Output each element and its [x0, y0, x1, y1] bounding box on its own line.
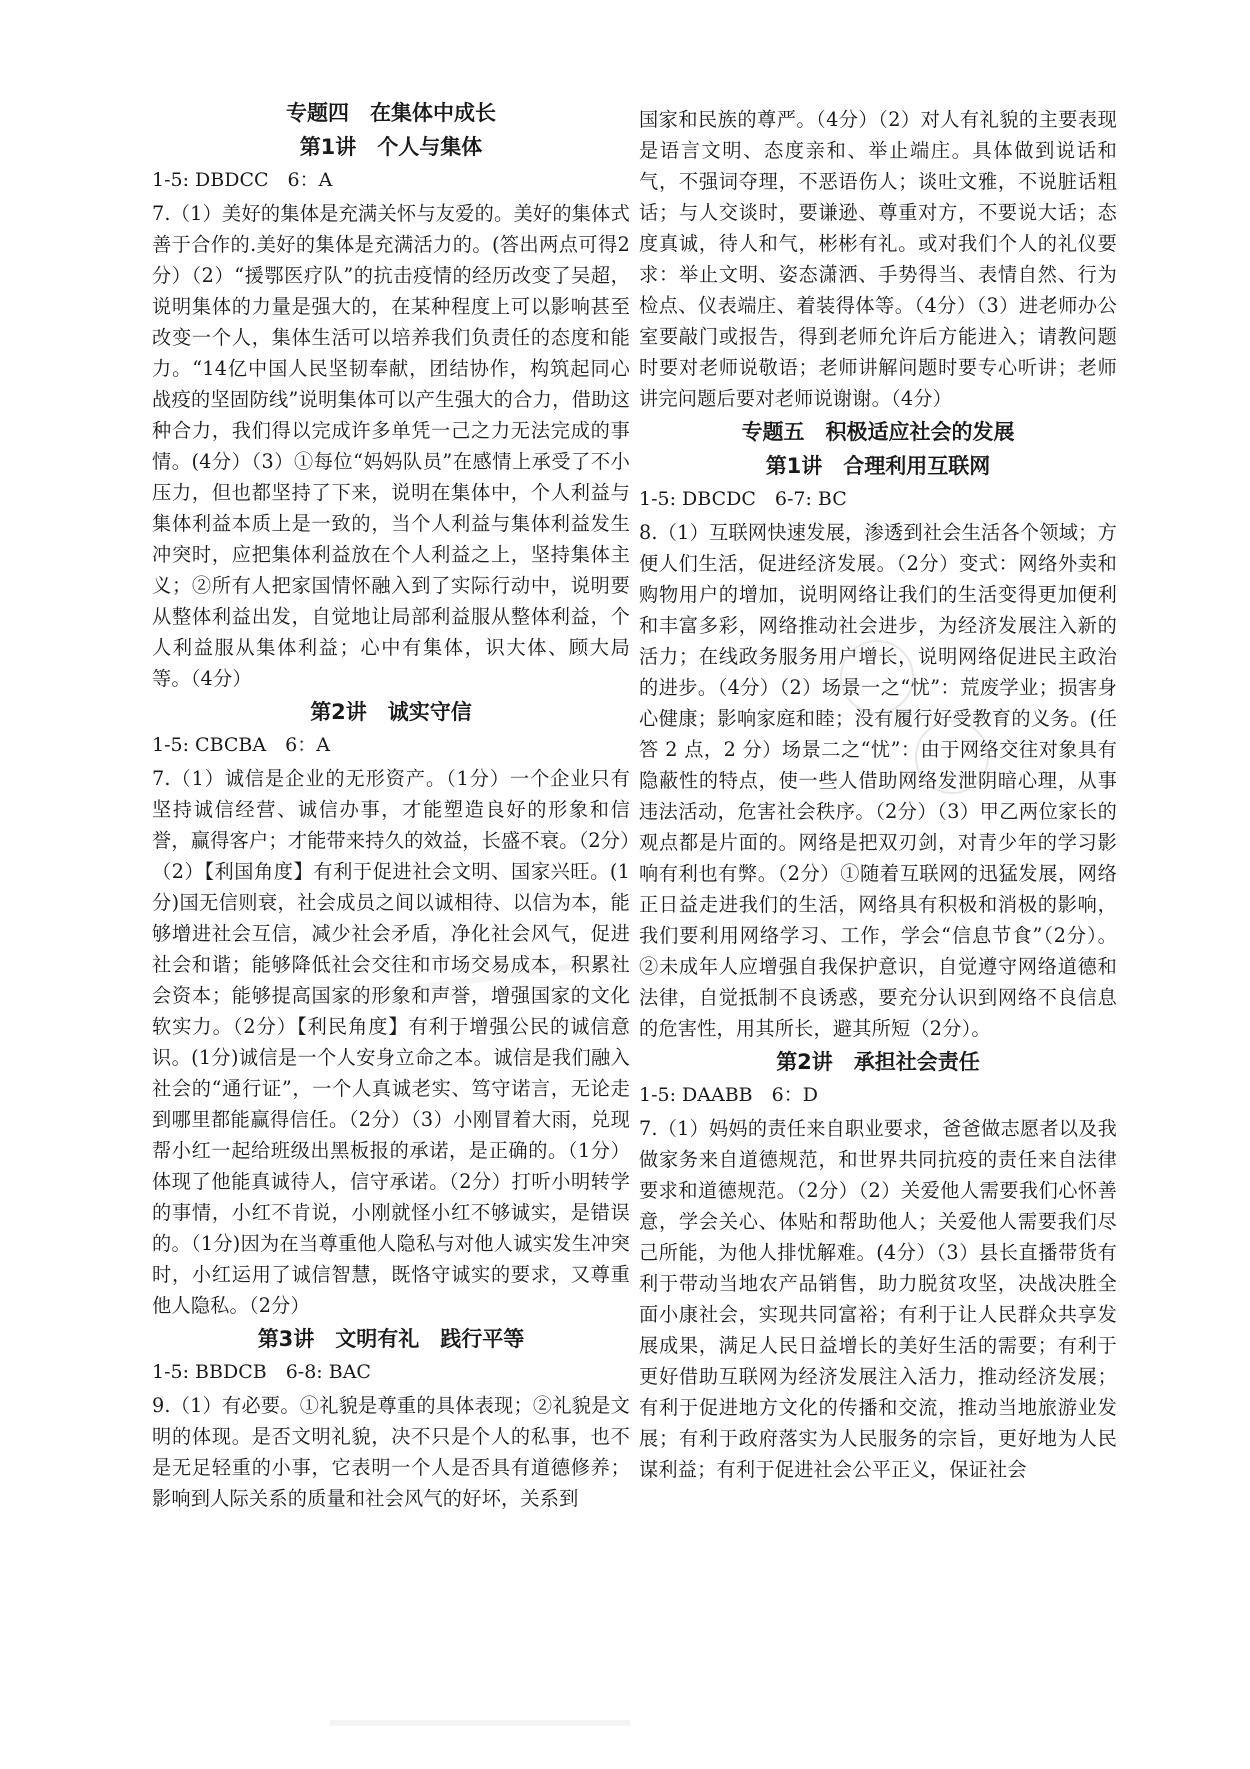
topic4-lesson3-heading: 第3讲 文明有礼 践行平等	[257, 1327, 525, 1351]
topic4-lesson3-q9-continued: 国家和民族的尊严。（4分）（2）对人有礼貌的主要表现是语言文明、态度亲和、举止端庄。具体做到说话和气，不强词夺理，不恶语伤人；谈吐文雅，不说脏话粗话；与人交谈时，要谦逊、尊重对方，不要说大话；态度真诚，待人和气，彬彬有礼。或对我们个人的礼仪要求：举止文明、姿态潇洒、手势得当、表情自然、行为检点、仪表端庄、着装得体等。（4分）（3）进老师办公室要敲门或报告，得到老师允许后方能进入；请教问题时要对老师说敬语；老师讲解问题时要专心听讲；老师讲完问题后要对老师说谢谢。（4分）	[639, 108, 1117, 410]
topic4-lesson1-q7: 7.（1）美好的集体是充满关怀与友爱的。美好的集体式善于合作的.美好的集体是充满活力的。(答出两点可得2分）（2）“援鄂医疗队”的抗击疫情的经历改变了吴超，说明集体的力量是强大的，在某种程度上可以影响甚至改变一个人，集体生活可以培养我们负责任的态度和能力。“14亿中国人民坚韧奉献，团结协作，构筑起同心战疫的坚固防线”说明集体可以产生强大的合力，借助这种合力，我们得以完成许多单凭一己之力无法完成的事情。(4分）（3）①每位“妈妈队员”在感情上承受了不小压力，但也都坚持了下来，说明在集体中，个人利益与集体利益本质上是一致的，当个人利益与集体利益发生冲突时，应把集体利益放在个人利益之上，坚持集体主义；②所有人把家国情怀融入到了实际行动中，说明要从整体利益出发，自觉地让局部利益服从整体利益，个人利益服从集体利益；心中有集体，识大体、顾大局等。（4分）	[152, 202, 630, 690]
topic5-lesson1-answers: 1-5: DBCDC 6-7: BC	[639, 488, 847, 510]
left-column	[152, 95, 630, 1516]
topic5-title: 专题五 积极适应社会的发展	[741, 420, 1015, 444]
topic5-lesson2-q7: 7.（1）妈妈的责任来自职业要求，爸爸做志愿者以及我做家务来自道德规范，和世界共同抗疫的责任来自法律要求和道德规范。（2分）（2）关爱他人需要我们心怀善意，学会关心、体贴和帮助他人；关爱他人需要我们尽己所能，为他人排忧解难。(4分）（3）县长直播带货有利于带动当地农产品销售，助力脱贫攻坚，决战决胜全面小康社会，实现共同富裕；有利于让人民群众共享发展成果，满足人民日益增长的美好生活的需要；有利于更好借助互联网为经济发展注入活力，推动经济发展；有利于促进地方文化的传播和交流，推动当地旅游业发展；有利于政府落实为人民服务的宗旨，更好地为人民谋利益；有利于促进社会公平正义，保证社会	[639, 1117, 1117, 1481]
topic4-lesson1-heading: 第1讲 个人与集体	[299, 135, 483, 159]
topic5-lesson1-q8: 8.（1）互联网快速发展，渗透到社会生活各个领域；方便人们生活，促进经济发展。（2分）变式：网络外卖和购物用户的增加，说明网络让我们的生活变得更加便利和丰富多彩，网络推动社会进步，为经济发展注入新的活力；在线政务服务用户增长，说明网络促进民主政治的进步。（4分）（2）场景一之“忧”：荒废学业；损害身心健康；影响家庭和睦；没有履行好受教育的义务。(任答 2 点，2 分）场景二之“忧”：由于网络交往对象具有隐蔽性的特点，使一些人借助网络发泄阴暗心理，从事违法活动，危害社会秩序。（2分）（3）甲乙两位家长的观点都是片面的。网络是把双刃剑，对青少年的学习影响有利也有弊。（2分）①随着互联网的迅猛发展，网络正日益走进我们的生活，网络具有积极和消极的影响，我们要利用网络学习、工作，学会“信息节食”（2分）。②未成年人应增强自我保护意识，自觉遵守网络道德和法律，自觉抵制不良诱惑，要充分认识到网络不良信息的危害性，用其所长，避其所短（2分）。	[639, 521, 1117, 1040]
topic5-lesson1-heading: 第1讲 合理利用互联网	[765, 454, 991, 478]
topic4-title: 专题四 在集体中成长	[286, 101, 496, 125]
topic4-lesson2-answers: 1-5: CBCBA 6：A	[152, 734, 330, 756]
topic4-lesson3-answers: 1-5: BBDCB 6-8: BAC	[152, 1361, 371, 1383]
topic4-lesson2-q7: 7.（1）诚信是企业的无形资产。（1分）一个企业只有坚持诚信经营、诚信办事，才能塑造良好的形象和信誉，赢得客户；才能带来持久的效益，长盛不衰。（2分）（2）【利国角度】有利于促进社会文明、国家兴旺。(1分)国无信则衰，社会成员之间以诚相待、以信为本，能够增进社会互信，减少社会矛盾，净化社会风气，促进社会和谐；能够降低社会交往和市场交易成本，积累社会资本；能够提高国家的形象和声誉，增强国家的文化软实力。（2分）【利民角度】有利于增强公民的诚信意识。(1分)诚信是一个人安身立命之本。诚信是我们融入社会的“通行证”，一个人真诚老实、笃守诺言，无论走到哪里都能赢得信任。（2分）（3）小刚冒着大雨，兑现帮小红一起给班级出黑板报的承诺，是正确的。（1分）体现了他能真诚待人，信守承诺。（2分）打听小明转学的事情，小红不肯说，小刚就怪小红不够诚实，是错误的。（1分)因为在当尊重他人隐私与对他人诚实发生冲突时，小红运用了诚信智慧，既恪守诚实的要求，又尊重他人隐私。（2分）	[152, 767, 630, 1317]
topic5-lesson2-heading: 第2讲 承担社会责任	[776, 1050, 980, 1074]
watermark-graphic-bottom	[330, 1630, 630, 1726]
topic4-lesson1-answers: 1-5: DBDCC 6：A	[152, 169, 333, 191]
right-column	[639, 104, 1117, 1487]
topic5-lesson2-answers: 1-5: DAABB 6：D	[639, 1084, 818, 1106]
topic4-lesson3-q9: 9.（1）有必要。①礼貌是尊重的具体表现；②礼貌是文明的体现。是否文明礼貌，决不只是个人的私事，也不是无足轻重的小事，它表明一个人是否具有道德修养；影响到人际关系的质量和社会风气的好坏，关系到	[152, 1394, 630, 1510]
topic4-lesson2-heading: 第2讲 诚实守信	[310, 700, 472, 724]
